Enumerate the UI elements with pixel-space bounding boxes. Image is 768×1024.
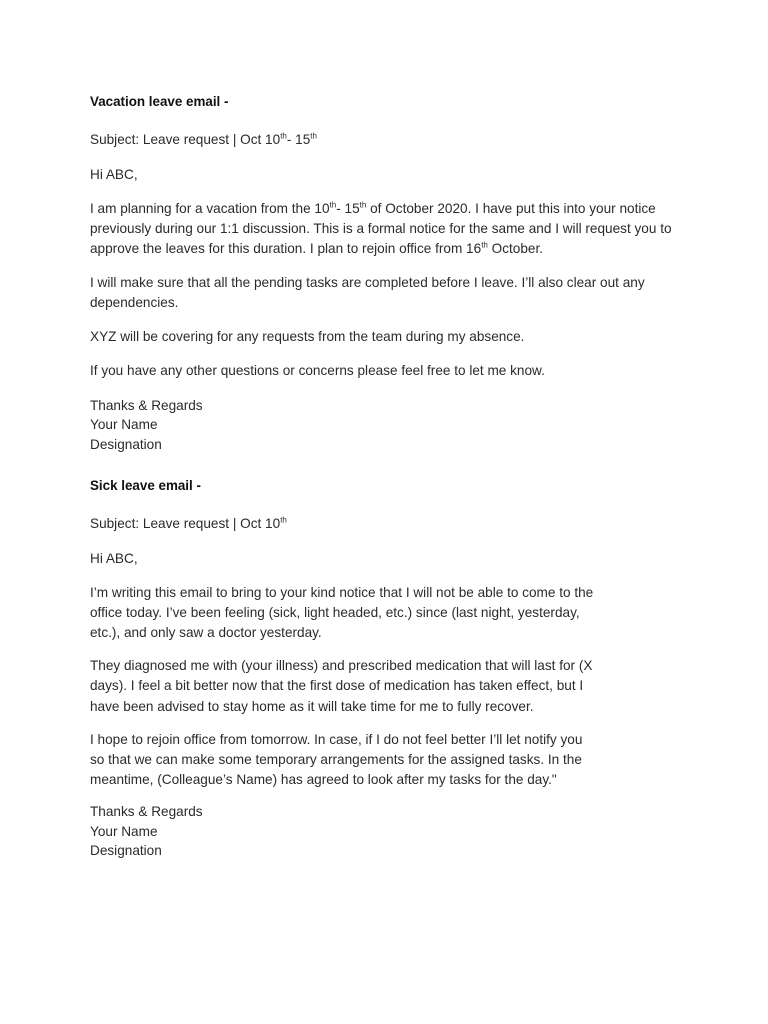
vacation-greeting: Hi ABC, (90, 167, 138, 182)
paragraph-line: so that we can make some temporary arrangements for the assigned tasks. In the (90, 752, 582, 767)
subject-text: Subject: Leave request | Oct 10 (90, 132, 281, 147)
sick-heading: Sick leave email - (90, 478, 201, 493)
paragraph-line: dependencies. (90, 295, 179, 310)
superscript: th (481, 240, 488, 250)
superscript: th (329, 200, 337, 210)
vacation-paragraph-3: XYZ will be covering for any requests from the team during my absence. (90, 329, 525, 344)
document-page (90, 0, 690, 1024)
vacation-paragraph-4: If you have any other questions or concerns please feel free to let me know. (90, 363, 545, 378)
paragraph-line: I hope to rejoin office from tomorrow. In case, if I do not feel better I’ll let notify you (90, 732, 583, 747)
paragraph-line: meantime, (Colleague’s Name) has agreed to look after my tasks for the day." (90, 772, 557, 787)
subject-text: Subject: Leave request | Oct 10 (90, 516, 281, 531)
paragraph-line: They diagnosed me with (your illness) and prescribed medication that will last for (X (90, 658, 593, 673)
line-text: October. (487, 241, 544, 256)
signoff-closing: Thanks & Regards (90, 804, 203, 819)
line-text: approve the leaves for this duration. I plan to rejoin office from 16 (90, 241, 482, 256)
line-text: - 15 (336, 201, 360, 216)
line-text: I am planning for a vacation from the 10 (90, 201, 330, 216)
signoff-designation: Designation (90, 843, 162, 858)
superscript: th (310, 131, 317, 141)
paragraph-line: previously during our 1:1 discussion. This is a formal notice for the same and I will request you to (90, 221, 672, 236)
paragraph-line: office today. I’ve been feeling (sick, light headed, etc.) since (last night, yesterday, (90, 605, 580, 620)
line-text: of October 2020. I have put this into your notice (366, 201, 656, 216)
superscript: th (359, 200, 367, 210)
signoff-closing: Thanks & Regards (90, 398, 203, 413)
paragraph-line: I’m writing this email to bring to your kind notice that I will not be able to come to the (90, 585, 594, 600)
paragraph-line: etc.), and only saw a doctor yesterday. (90, 625, 322, 640)
subject-text: - 15 (286, 132, 311, 147)
superscript: th (280, 515, 287, 525)
superscript: th (280, 131, 287, 141)
paragraph-line (90, 199, 656, 219)
signoff-name: Your Name (90, 824, 158, 839)
vacation-heading: Vacation leave email - (90, 94, 229, 109)
signoff-name: Your Name (90, 417, 158, 432)
paragraph-line (90, 239, 543, 259)
paragraph-line: days). I feel a bit better now that the first dose of medication has taken effect, but I (90, 678, 584, 693)
vacation-subject (90, 130, 317, 150)
sick-greeting: Hi ABC, (90, 551, 138, 566)
paragraph-line: have been advised to stay home as it will take time for me to fully recover. (90, 699, 534, 714)
sick-subject (90, 514, 287, 534)
signoff-designation: Designation (90, 437, 162, 452)
paragraph-line: I will make sure that all the pending tasks are completed before I leave. I’ll also clear out any (90, 275, 645, 290)
